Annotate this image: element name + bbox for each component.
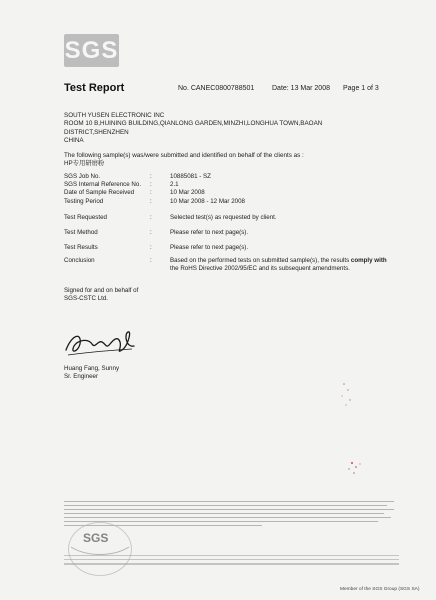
conclusion-label: Conclusion	[64, 257, 95, 264]
detail-label: Test Requested	[64, 214, 107, 221]
detail-value: 10 Mar 2008	[170, 189, 205, 196]
detail-value: Please refer to next page(s).	[170, 229, 249, 236]
detail-colon: :	[150, 181, 152, 188]
detail-colon: :	[150, 198, 152, 205]
detail-label: SGS Job No.	[64, 173, 101, 180]
detail-value: 2.1	[170, 181, 179, 188]
detail-label: Test Results	[64, 244, 98, 251]
detail-colon: :	[150, 189, 152, 196]
signed-on-behalf: Signed for and on behalf of SGS-CSTC Ltd.	[64, 287, 139, 303]
signature	[62, 322, 142, 362]
detail-value: Please refer to next page(s).	[170, 244, 249, 251]
footer-contact	[64, 555, 399, 571]
ink-specks	[340, 455, 380, 485]
sgs-group-member: Member of the SGS Group (SGS SA)	[340, 587, 420, 592]
detail-colon: :	[150, 214, 152, 221]
detail-colon: :	[150, 229, 152, 236]
intro-text	[64, 152, 364, 169]
conclusion-colon: :	[150, 257, 152, 264]
detail-value: Selected test(s) as requested by client.	[170, 214, 277, 221]
report-title: Test Report	[64, 82, 125, 94]
report-date: Date: 13 Mar 2008	[272, 85, 330, 92]
detail-colon: :	[150, 173, 152, 180]
sample-name: HP专用研磨粉	[64, 160, 105, 168]
intro-sentence: The following sample(s) was/were submitted and identified on behalf of the clients as :	[64, 152, 304, 159]
page-indicator: Page 1 of 3	[343, 85, 379, 92]
conclusion-text: Based on the performed tests on submitted sample(s), the results comply with the RoHS Directive 2002/95/EC and its subsequent amendments.	[170, 257, 387, 273]
sgs-stamp: SGS	[68, 522, 132, 576]
client-address: SOUTH YUSEN ELECTRONIC INC ROOM 10 B,HUINING BUILDING,QIANLONG GARDEN,MINZHI,LONGHUA TOWN,BAOAN DISTRICT,SHENZHEN CHINA	[64, 112, 323, 145]
ink-specks	[330, 380, 370, 410]
report-number: No. CANEC0800788501	[178, 85, 255, 92]
signer-name-title: Huang Fang, Sunny Sr. Engineer	[64, 365, 120, 381]
sgs-logo: SGS	[64, 34, 119, 67]
detail-label: SGS Internal Reference No.	[64, 181, 142, 188]
detail-label: Testing Period	[64, 198, 104, 205]
detail-label: Date of Sample Received	[64, 189, 135, 196]
detail-value: 10 Mar 2008 - 12 Mar 2008	[170, 198, 245, 205]
detail-colon: :	[150, 244, 152, 251]
detail-value: 10885081 - SZ	[170, 173, 211, 180]
detail-label: Test Method	[64, 229, 98, 236]
